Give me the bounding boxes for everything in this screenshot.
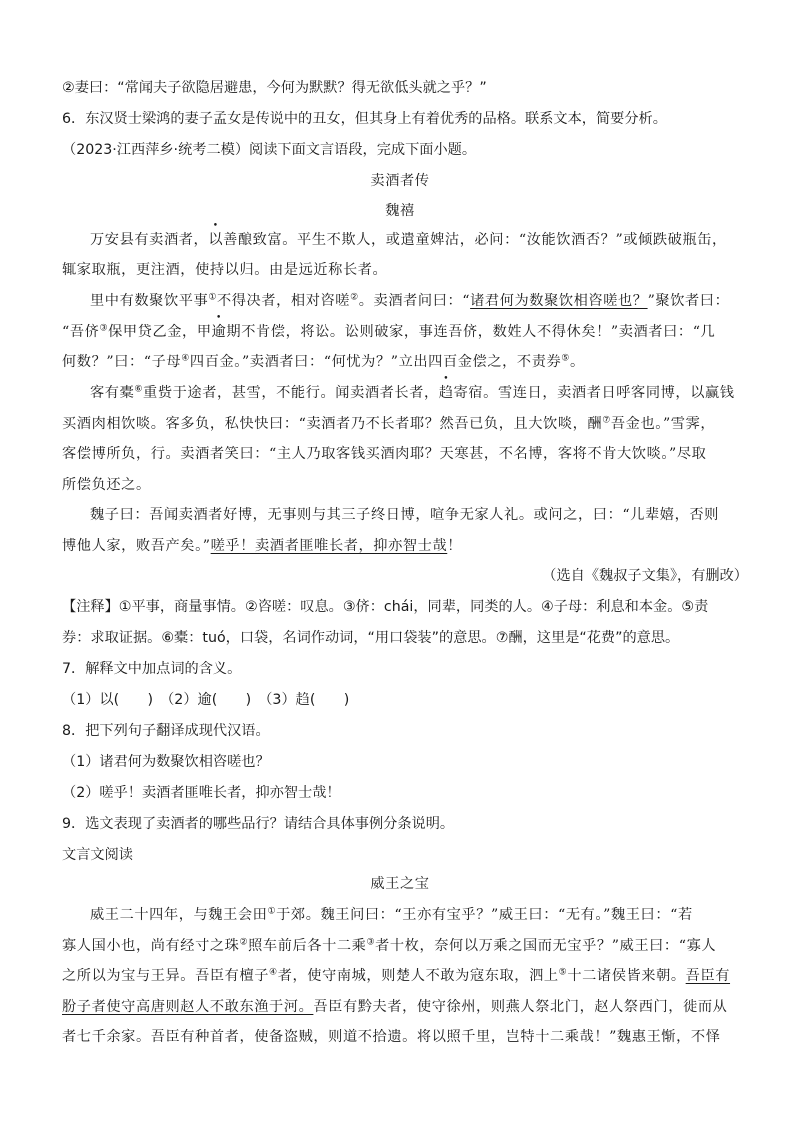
passage1-p3-line1: 客有橐⑥重赀于途者，甚雪，不能行。闻卖酒者长者，趋寄宿。雪连日，卖酒者日呼客同博，以赢钱: [90, 384, 735, 401]
dotted-word-yi: 以: [208, 232, 224, 248]
passage2-title: 威王之宝: [370, 876, 430, 892]
annotation-line2: 券：求取证据。⑥橐：tuó，口袋，名词作动词，“用口袋装”的意思。⑦酬，这里是“花费”的意思。: [62, 630, 680, 646]
passage1-p3-line2: 买酒肉相饮啖。客多负，私快快曰：“卖酒者乃不长者耶？然吾已负，且大饮啖，酬⑦吾金也。”雪霁，: [62, 415, 716, 432]
passage1-author: 魏禧: [385, 203, 415, 219]
question-6: 6．东汉贤士梁鸿的妻子孟女是传说中的丑女，但其身上有着优秀的品格。联系文本，简要分析。: [62, 111, 667, 127]
section2-heading: 文言文阅读: [62, 847, 133, 863]
underlined-sentence-1: 诸君何为数聚饮相咨嗟也？: [470, 293, 648, 309]
question-8: 8．把下列句子翻译成现代汉语。: [62, 723, 270, 739]
passage2-line1: 威王二十四年，与魏王会田①于郊。魏王问曰：“王亦有宝乎？”威王曰：“无有。”魏王曰：“若: [90, 906, 693, 923]
passage2-line3: 之所以为宝与王异。吾臣有檀子④者，使守南城，则楚人不敢为寇东取，泗上⑤十二诸侯皆来朝。吾臣有: [62, 967, 731, 984]
question-7: 7．解释文中加点词的含义。: [62, 661, 242, 677]
passage2-line2: 寡人国小也，尚有经寸之珠②照车前后各十二乘③者十枚，奈何以万乘之国而无宝乎？”威王曰：“寡人: [62, 937, 717, 954]
prev-question-5-2: ②妻曰：“常闻夫子欲隐居避患，今何为默默？得无欲低头就之乎？”: [62, 80, 487, 96]
passage2-line4: 肦子者使守高唐则赵人不敢东渔于河。吾臣有黔夫者，使守徐州，则燕人祭北门，赵人祭西门，徙而从: [62, 999, 728, 1015]
question-9: 9．选文表现了卖酒者的哪些品行？请结合具体事例分条说明。: [62, 816, 455, 832]
passage1-p2-line3: 何数？”曰：“子母④四百金。”卖酒者曰：“何忧为？”立出四百金偿之，不责券⑤。: [62, 353, 585, 370]
question-8-1: （1）诸君何为数聚饮相咨嗟也？: [62, 754, 270, 770]
section-intro: （2023·江西萍乡·统考二模）阅读下面文言语段，完成下面小题。: [62, 142, 477, 158]
passage1-p2-line2: “吾侪③保甲贷乙金，甲逾期不肯偿，将讼。讼则破家，事连吾侪，数姓人不得休矣！”卖酒者曰：“几: [62, 323, 716, 340]
passage2-line5: 者七千余家。吾臣有种首者，使备盗贼，则道不拾遗。将以照千里，岂特十二乘哉！”魏惠王惭，不怿: [62, 1029, 721, 1045]
dotted-word-yu: 逾: [211, 324, 227, 340]
underlined-sentence-2: 嗟乎！卖酒者匪唯长者，抑亦智士哉: [210, 538, 448, 554]
annotation-line1: 【注释】①平事，商量事情。②咨嗟：叹息。③侪：chái，同辈，同类的人。④子母：利息和本金。⑤责: [62, 599, 709, 615]
passage1-title: 卖酒者传: [370, 173, 430, 189]
passage1-p4-line1: 魏子曰：吾闻卖酒者好博，无事则与其三子终日博，喧争无家人礼。或问之，曰：“儿辈嬉，否则: [90, 507, 719, 523]
passage1-source: （选自《魏叔子文集》，有删改）: [542, 568, 748, 584]
passage1-p2-line1: 里中有数聚饮平事①不得决者，相对咨嗟②。卖酒者问曰：“诸君何为数聚饮相咨嗟也？”聚饮者曰：: [90, 292, 730, 309]
dotted-word-qu: 趋: [438, 385, 454, 401]
passage1-p3-line3: 客偿博所负，行。卖酒者笑曰：“主人乃取客钱买酒肉耶？天寒甚，不名博，客将不肯大饮啖。”尽取: [62, 446, 707, 462]
underlined-sentence-3b: 肦子者使守高唐则赵人不敢东渔于河。: [62, 999, 314, 1015]
underlined-sentence-3a: 吾臣有: [685, 968, 731, 984]
passage1-p1-line1: 万安县有卖酒者，以善酿致富。平生不欺人，或遣童婢沽，必问：“汝能饮酒否？”或倾跌破瓶缶，: [90, 232, 727, 248]
question-7-items: （1）以( ) （2）逾( ) （3）趋( ): [62, 692, 350, 708]
question-8-2: （2）嗟乎！卖酒者匪唯长者，抑亦智士哉！: [62, 785, 341, 801]
passage1-p3-line4: 所偿负还之。: [62, 477, 151, 493]
passage1-p4-line2: 博他人家，败吾产矣。”嗟乎！卖酒者匪唯长者，抑亦智士哉！: [62, 538, 463, 554]
passage1-p1-line2: 辄家取瓶，更注酒，使持以归。由是远近称长者。: [62, 262, 388, 278]
